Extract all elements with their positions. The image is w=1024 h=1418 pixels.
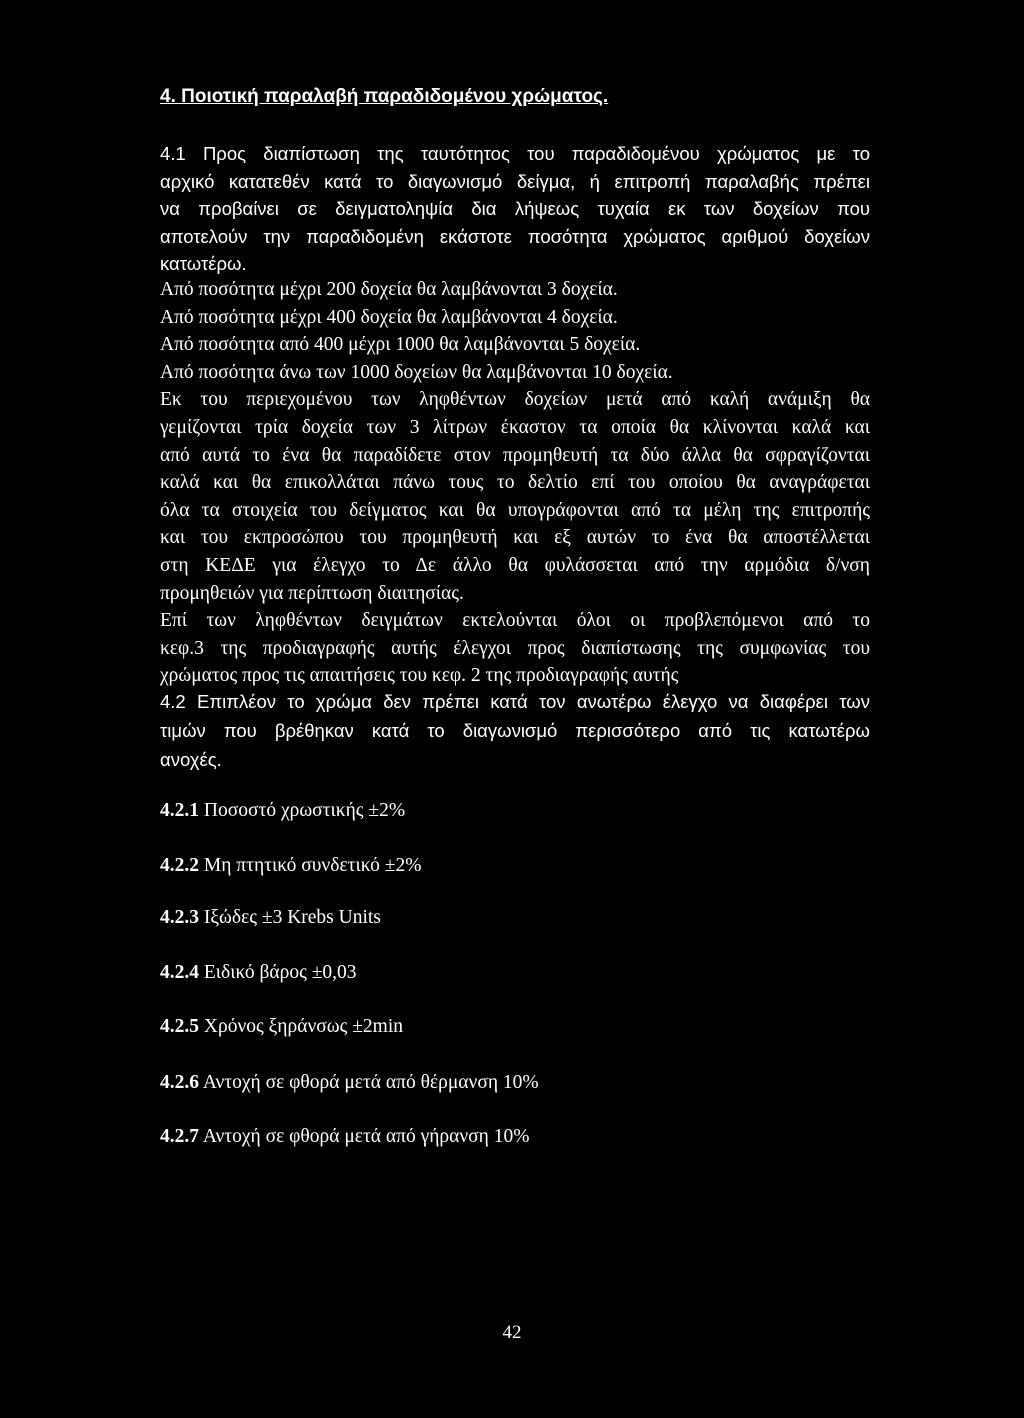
text-line: ανοχές. — [160, 749, 222, 770]
tolerance-text: Χρόνος ξηράνσως ±2min — [203, 1016, 403, 1037]
text-line: αρχικό κατατεθέν κατά το διαγωνισμό δείγμα, ή επιτροπή παραλαβής πρέπει — [160, 170, 870, 192]
tolerance-number: 4.2.2 — [160, 855, 199, 876]
text-line: όλα τα στοιχεία του δείγματος και θα υπογράφονται από τα μέλη της επιτροπής — [160, 499, 870, 521]
text-line: τιμών που βρέθηκαν κατά το διαγωνισμό περισσότερο από τις κατωτέρω — [160, 720, 870, 741]
text-line: κατωτέρω. — [160, 253, 247, 274]
tolerance-text: Μη πτητικό συνδετικό ±2% — [203, 855, 422, 876]
tolerance-text: Ποσοστό χρωστικής ±2% — [203, 800, 406, 821]
text-line: γεμίζονται τρία δοχεία των 3 λίτρων έκαστον τα οποία θα κλίνονται καλά και — [160, 416, 870, 438]
text-line: 4.2 Επιπλέον το χρώμα δεν πρέπει κατά τον ανωτέρω έλεγχο να διαφέρει των — [160, 691, 870, 712]
page-number: 42 — [502, 1322, 522, 1343]
text-line: προμηθειών για περίπτωση διαιτησίας. — [160, 582, 464, 604]
tolerance-item — [160, 855, 421, 877]
text-line: αποτελούν την παραδιδομένη εκάστοτε ποσότητα χρώματος αριθμού δοχείων — [160, 225, 870, 247]
paragraph-4-1 — [160, 140, 870, 278]
tolerance-item — [160, 1126, 530, 1148]
text-line: από αυτά το ένα θα παραδίδετε στον προμηθευτή τα δύο άλλα θα σφραγίζονται — [160, 444, 870, 466]
sampling-paragraph — [160, 276, 870, 690]
tolerance-text: Ιξώδες ±3 Krebs Units — [203, 907, 381, 928]
text-line: καλά και θα επικολλάται πάνω τους το δελτίο επί του οποίου θα αναγράφεται — [160, 472, 870, 494]
text-line: Από ποσότητα μέχρι 200 δοχεία θα λαμβάνονται 3 δοχεία. — [160, 279, 618, 300]
tolerance-number: 4.2.4 — [160, 962, 199, 983]
tolerance-item — [160, 1016, 403, 1038]
tolerance-text: Αντοχή σε φθορά μετά από θέρμανση 10% — [202, 1072, 539, 1093]
tolerance-number: 4.2.3 — [160, 907, 199, 928]
tolerance-item — [160, 800, 405, 822]
tolerance-number: 4.2.5 — [160, 1016, 199, 1037]
tolerance-text: Αντοχή σε φθορά μετά από γήρανση 10% — [202, 1126, 530, 1147]
tolerance-item — [160, 962, 357, 984]
text-line: χρώματος προς τις απαιτήσεις του κεφ. 2 της προδιαγραφής αυτής — [160, 665, 679, 687]
tolerance-item — [160, 907, 381, 929]
tolerance-text: Ειδικό βάρος ±0,03 — [203, 962, 357, 983]
section-heading: 4. Ποιοτική παραλαβή παραδιδομένου χρώματος. — [160, 86, 609, 107]
text-line: Επί των ληφθέντων δειγμάτων εκτελούνται όλοι οι προβλεπόμενοι από το — [160, 610, 870, 632]
text-line: Από ποσότητα άνω των 1000 δοχείων θα λαμβάνονται 10 δοχεία. — [160, 361, 673, 383]
text-line: Από ποσότητα μέχρι 400 δοχεία θα λαμβάνονται 4 δοχεία. — [160, 306, 618, 328]
text-line: 4.1 Προς διαπίστωση της ταυτότητος του παραδιδομένου χρώματος με το — [160, 143, 870, 164]
text-line: στη ΚΕΔΕ για έλεγχο το Δε άλλο θα φυλάσσεται από την αρμόδια δ/νση — [160, 554, 870, 576]
paragraph-4-2 — [160, 687, 870, 774]
tolerance-number: 4.2.1 — [160, 800, 199, 821]
tolerance-number: 4.2.6 — [160, 1072, 199, 1093]
text-line: Από ποσότητα από 400 μέχρι 1000 θα λαμβάνονται 5 δοχεία. — [160, 334, 641, 356]
tolerance-item — [160, 1072, 539, 1094]
text-line: κεφ.3 της προδιαγραφής αυτής έλεγχοι προς διαπίστωσης της συμφωνίας του — [160, 637, 870, 659]
text-line: να προβαίνει σε δειγματοληψία δια λήψεως τυχαία εκ των δοχείων που — [160, 198, 870, 219]
text-line: και του εκπροσώπου του προμηθευτή και εξ αυτών το ένα θα αποστέλλεται — [160, 527, 870, 549]
text-line: Εκ του περιεχομένου των ληφθέντων δοχείων μετά από καλή ανάμιξη θα — [160, 389, 870, 411]
tolerance-number: 4.2.7 — [160, 1126, 199, 1147]
